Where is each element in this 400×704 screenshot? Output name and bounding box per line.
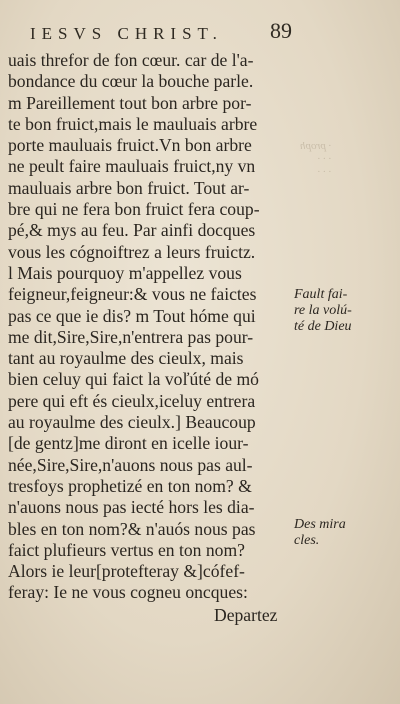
text-line: mauluais arbre bon fruict. Tout ar-: [8, 177, 250, 198]
text-line: me dit,Sire,Sire,n'entrera pas pour-: [8, 326, 254, 347]
text-line: l Mais pourquoy m'appellez vous: [8, 262, 242, 283]
text-line: feigneur,feigneur:& vous ne faictes: [8, 284, 257, 305]
margin-note-line: cles.: [294, 533, 320, 548]
text-line: n'auons nous pas iecté hors les dia-: [8, 497, 255, 518]
text-line: Alors ie leur[protefteray &]cófef-: [8, 561, 245, 582]
margin-note-line: Des mira: [294, 517, 346, 532]
running-title: IESVS CHRIST.: [30, 24, 223, 43]
text-line: bien celuy qui faict la voľúté de mó: [8, 369, 259, 390]
text-line: faict plufieurs vertus en ton nom?: [8, 539, 245, 560]
text-line: te bon fruict,mais le mauluais arbre: [8, 113, 258, 134]
show-through-text: · proph · · · · · ·: [300, 140, 332, 178]
text-line: [de gentz]me diront en icelle iour-: [8, 433, 249, 454]
text-line: tant au royaulme des cieulx, mais: [8, 348, 244, 369]
text-line: née,Sire,Sire,n'auons nous pas aul-: [8, 454, 253, 475]
text-line: m Pareillement tout bon arbre por-: [8, 92, 252, 113]
margin-note-gods-will: [294, 287, 352, 335]
text-line: vous les cógnoiftrez a leurs fruictz.: [8, 241, 256, 262]
text-line: bondance du cœur la bouche parle.: [8, 71, 254, 92]
page-number: 89: [270, 18, 292, 43]
text-line: pé,& mys au feu. Par ainfi docques: [8, 220, 256, 241]
text-line: pere qui eft és cieulx,iceluy entrera: [8, 390, 256, 411]
margin-note-miracles: [294, 517, 346, 549]
text-line: tresfoys prophetizé en ton nom? &: [8, 475, 252, 496]
text-line: porte mauluais fruict.Vn bon arbre: [8, 135, 252, 156]
text-line: au royaulme des cieulx.] Beaucoup: [8, 412, 256, 433]
catchword: Departez: [214, 605, 278, 625]
text-line: feray: Ie ne vous cogneu oncques:: [8, 582, 248, 603]
text-line: bre qui ne fera bon fruict fera coup-: [8, 199, 260, 220]
page-header: [0, 18, 400, 48]
margin-note-line: Fault fai-: [294, 287, 348, 302]
text-line: bles en ton nom?& n'auós nous pas: [8, 518, 256, 539]
margin-note-line: té de Dieu: [294, 319, 352, 334]
text-line: pas ce que ie dis? m Tout hóme qui: [8, 305, 256, 326]
text-line: ne peult faire mauluais fruict,ny vn: [8, 156, 256, 177]
margin-note-line: re la volú-: [294, 303, 352, 318]
text-line: uais threfor de fon cœur. car de l'a-: [8, 50, 254, 70]
main-text-block: [8, 50, 290, 604]
